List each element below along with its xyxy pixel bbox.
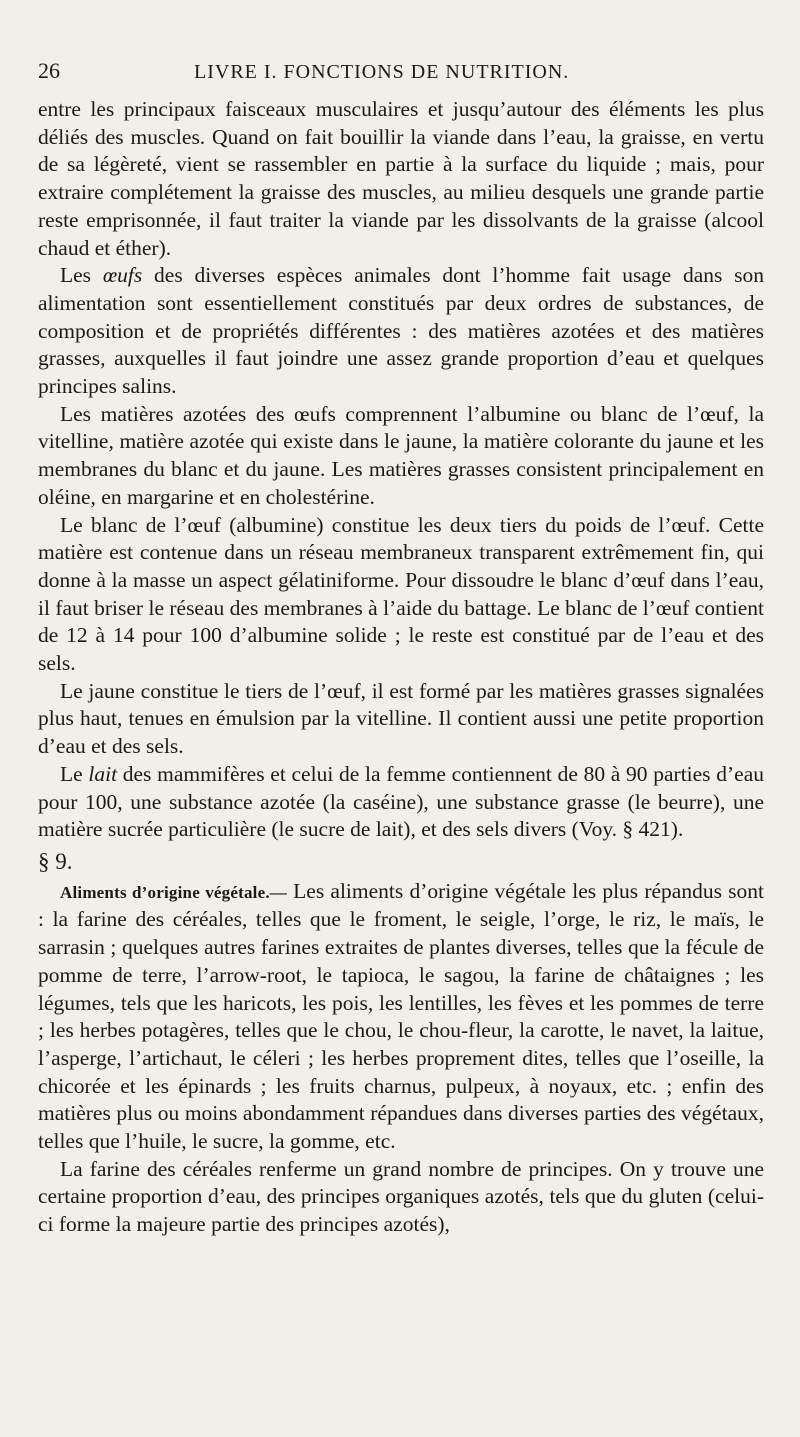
paragraph-eggs-text: des diverses espèces animales dont l’homme fait usage dans son alimentation sont essentiellement constitués par deux ordres de substances, de composition et de propriétés différentes : des matières azotées et des matières grasses, auxquelles il faut joindre une assez grande proportion d’eau et quelques principes salins. — [38, 263, 764, 399]
paragraph-continued: entre les principaux faisceaux musculaires et jusqu’autour des éléments les plus déliés des muscles. Quand on fait bouillir la viande dans l’eau, la graisse, en vertu de sa légèreté, vient se rassembler en partie à la surface du liquide ; mais, pour extraire complétement la graisse des muscles, au milieu desquels une grande partie reste emprisonnée, il faut traiter la viande par les dissolvants de la graisse (alcool chaud et éther). — [38, 97, 764, 260]
paragraph-eggs-lead: Les — [60, 263, 103, 288]
section-run-in-title: Aliments d’origine végétale.— — [60, 882, 287, 902]
paragraph-egg-yolk: Le jaune constitue le tiers de l’œuf, il est formé par les matières grasses signalées plus haut, tenues en émulsion par la vitelline. Il contient aussi une petite proportion d’eau et des sels. — [38, 678, 764, 759]
paragraph-vegetable-foods-text: Les aliments d’origine végétale les plus répandus sont : la farine des céréales, telles que le froment, le seigle, l’orge, le riz, le maïs, le sarrasin ; quelques autres farines extraites de plantes diverses, telles que la fécule de pomme de terre, l’arrow-root, le tapioca, le sagou, la farine de châtaignes ; les légumes, tels que les haricots, les pois, les lentilles, les fèves et les pommes de terre ; les herbes potagères, telles que le chou, le chou-fleur, la carotte, le navet, la laitue, l’asperge, l’artichaut, le céleri ; les herbes proprement dites, telles que l’oseille, la chicorée et les épinards ; les fruits charnus, pulpeux, à noyaux, etc. ; enfin des matières plus ou moins abondamment répandues dans diverses parties des végétaux, telles que l’huile, le sucre, la gomme, etc. — [38, 878, 765, 1154]
paragraph-milk-text: des mammifères et celui de la femme contiennent de 80 à 90 parties d’eau pour 100, une substance azotée (la caséine), une substance grasse (le beurre), une matière sucrée particulière (le sucre de lait), et des sels divers (Voy. § 421). — [38, 761, 764, 842]
book-page — [38, 58, 764, 1418]
paragraph-vegetable-foods — [38, 878, 764, 1156]
paragraph-egg-white: Le blanc de l’œuf (albumine) constitue les deux tiers du poids de l’œuf. Cette matière est contenue dans un réseau membraneux transparent extrêmement fin, qui donne à la masse un aspect gélatiniforme. Pour dissoudre le blanc d’œuf dans l’eau, il faut briser le réseau des membranes à l’aide du battage. Le blanc de l’œuf contient de 12 à 14 pour 100 d’albumine solide ; le reste est constitué par de l’eau et des sels. — [38, 512, 764, 676]
paragraph-egg-nitrogen: Les matières azotées des œufs comprennent l’albumine ou blanc de l’œuf, la vitelline, matière azotée qui existe dans le jaune, la matière colorante du jaune et les membranes du blanc et du jaune. Les matières grasses consistent principalement en oléine, en margarine et en cholestérine. — [38, 401, 764, 509]
running-head: LIVRE I. FONCTIONS DE NUTRITION. — [194, 61, 570, 83]
body-text — [38, 96, 764, 1239]
paragraph-milk — [38, 761, 764, 844]
page-header — [38, 58, 764, 92]
paragraph-eggs — [38, 262, 764, 401]
paragraph-eggs-term: œufs — [102, 263, 143, 288]
page-number: 26 — [38, 58, 60, 83]
section-heading: § 9. — [38, 848, 73, 874]
paragraph-cereal-flour: La farine des céréales renferme un grand nombre de principes. On y trouve une certaine proportion d’eau, des principes organiques azotés, tels que du gluten (celui-ci forme la majeure partie des principes azotés), — [38, 1156, 764, 1237]
paragraph-milk-term: lait — [88, 761, 118, 786]
paragraph-milk-lead: Le — [60, 761, 89, 786]
